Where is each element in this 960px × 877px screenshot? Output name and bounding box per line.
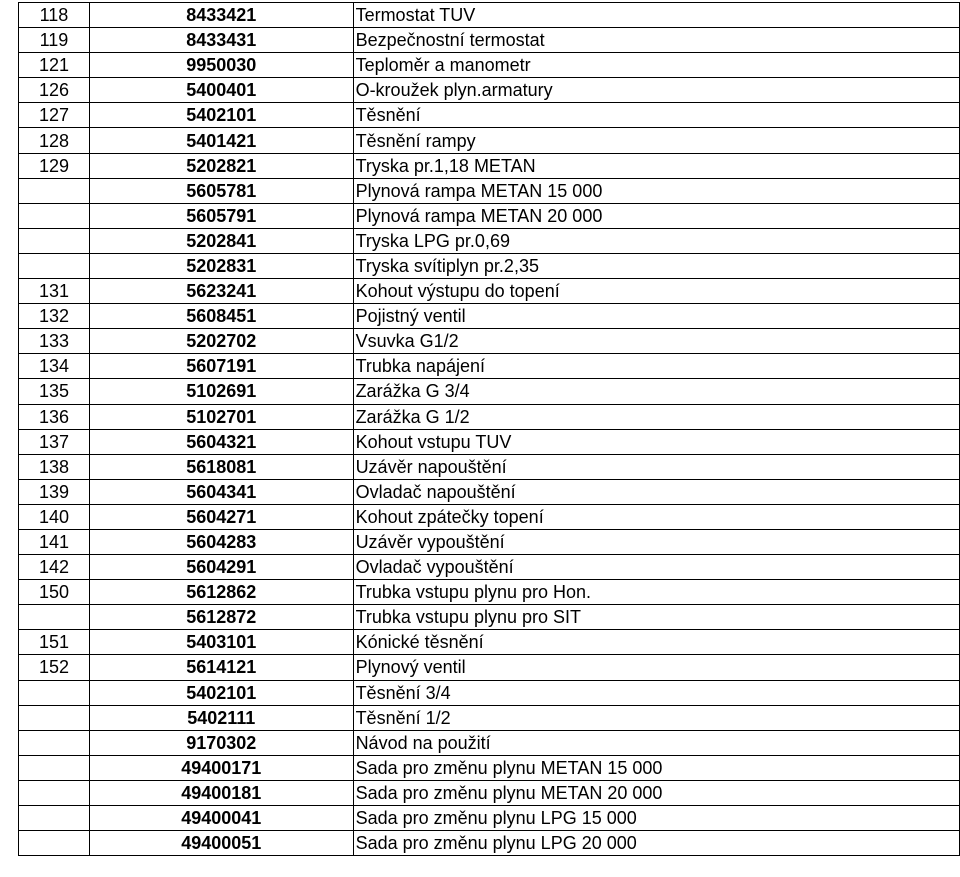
table-row bbox=[19, 555, 960, 580]
position-cell: 131 bbox=[19, 279, 90, 304]
table-row bbox=[19, 454, 960, 479]
part-name-cell: Tryska pr.1,18 METAN bbox=[353, 153, 959, 178]
table-row bbox=[19, 379, 960, 404]
part-name-cell: Sada pro změnu plynu METAN 15 000 bbox=[353, 755, 959, 780]
part-number-cell: 5623241 bbox=[89, 279, 353, 304]
part-name-cell: Plynová rampa METAN 15 000 bbox=[353, 178, 959, 203]
table-row bbox=[19, 203, 960, 228]
table-row bbox=[19, 580, 960, 605]
part-number-cell: 5607191 bbox=[89, 354, 353, 379]
position-cell: 134 bbox=[19, 354, 90, 379]
table-row bbox=[19, 730, 960, 755]
position-cell: 138 bbox=[19, 454, 90, 479]
position-cell: 126 bbox=[19, 78, 90, 103]
position-cell: 133 bbox=[19, 329, 90, 354]
part-number-cell: 5400401 bbox=[89, 78, 353, 103]
table-row bbox=[19, 655, 960, 680]
part-name-cell: Kohout výstupu do topení bbox=[353, 279, 959, 304]
table-row bbox=[19, 479, 960, 504]
part-number-cell: 5402111 bbox=[89, 705, 353, 730]
part-name-cell: Uzávěr napouštění bbox=[353, 454, 959, 479]
part-number-cell: 5604341 bbox=[89, 479, 353, 504]
position-cell: 150 bbox=[19, 580, 90, 605]
part-number-cell: 5604271 bbox=[89, 504, 353, 529]
position-cell: 128 bbox=[19, 128, 90, 153]
part-number-cell: 5612872 bbox=[89, 605, 353, 630]
position-cell bbox=[19, 705, 90, 730]
part-number-cell: 5608451 bbox=[89, 304, 353, 329]
position-cell bbox=[19, 253, 90, 278]
part-number-cell: 5202841 bbox=[89, 228, 353, 253]
position-cell bbox=[19, 831, 90, 856]
table-row bbox=[19, 128, 960, 153]
table-row bbox=[19, 304, 960, 329]
position-cell bbox=[19, 755, 90, 780]
part-name-cell: Teploměr a manometr bbox=[353, 53, 959, 78]
part-name-cell: Kohout vstupu TUV bbox=[353, 429, 959, 454]
position-cell bbox=[19, 680, 90, 705]
part-number-cell: 5605781 bbox=[89, 178, 353, 203]
part-name-cell: Kohout zpátečky topení bbox=[353, 504, 959, 529]
position-cell: 129 bbox=[19, 153, 90, 178]
part-number-cell: 5605791 bbox=[89, 203, 353, 228]
part-name-cell: O-kroužek plyn.armatury bbox=[353, 78, 959, 103]
table-row bbox=[19, 279, 960, 304]
position-cell: 139 bbox=[19, 479, 90, 504]
position-cell: 127 bbox=[19, 103, 90, 128]
part-number-cell: 5202702 bbox=[89, 329, 353, 354]
table-row bbox=[19, 605, 960, 630]
parts-table bbox=[18, 2, 960, 856]
position-cell bbox=[19, 780, 90, 805]
position-cell bbox=[19, 178, 90, 203]
part-number-cell: 5612862 bbox=[89, 580, 353, 605]
part-number-cell: 5403101 bbox=[89, 630, 353, 655]
table-row bbox=[19, 78, 960, 103]
position-cell: 119 bbox=[19, 28, 90, 53]
table-row bbox=[19, 354, 960, 379]
part-name-cell: Těsnění bbox=[353, 103, 959, 128]
part-name-cell: Tryska svítiplyn pr.2,35 bbox=[353, 253, 959, 278]
part-number-cell: 5202831 bbox=[89, 253, 353, 278]
position-cell: 141 bbox=[19, 529, 90, 554]
part-name-cell: Trubka vstupu plynu pro SIT bbox=[353, 605, 959, 630]
position-cell: 118 bbox=[19, 3, 90, 28]
part-name-cell: Těsnění rampy bbox=[353, 128, 959, 153]
part-name-cell: Zarážka G 3/4 bbox=[353, 379, 959, 404]
table-row bbox=[19, 806, 960, 831]
part-name-cell: Plynová rampa METAN 20 000 bbox=[353, 203, 959, 228]
part-number-cell: 49400041 bbox=[89, 806, 353, 831]
table-row bbox=[19, 630, 960, 655]
part-name-cell: Bezpečnostní termostat bbox=[353, 28, 959, 53]
part-name-cell: Zarážka G 1/2 bbox=[353, 404, 959, 429]
part-number-cell: 5202821 bbox=[89, 153, 353, 178]
table-row bbox=[19, 780, 960, 805]
position-cell: 135 bbox=[19, 379, 90, 404]
position-cell bbox=[19, 228, 90, 253]
part-name-cell: Sada pro změnu plynu LPG 20 000 bbox=[353, 831, 959, 856]
table-row bbox=[19, 28, 960, 53]
table-row bbox=[19, 429, 960, 454]
table-row bbox=[19, 178, 960, 203]
part-number-cell: 5402101 bbox=[89, 103, 353, 128]
position-cell: 140 bbox=[19, 504, 90, 529]
part-number-cell: 5102691 bbox=[89, 379, 353, 404]
position-cell: 152 bbox=[19, 655, 90, 680]
table-row bbox=[19, 3, 960, 28]
table-row bbox=[19, 831, 960, 856]
part-name-cell: Uzávěr vypouštění bbox=[353, 529, 959, 554]
part-number-cell: 5102701 bbox=[89, 404, 353, 429]
part-name-cell: Ovladač vypouštění bbox=[353, 555, 959, 580]
part-name-cell: Těsnění 3/4 bbox=[353, 680, 959, 705]
table-row bbox=[19, 404, 960, 429]
parts-table-body bbox=[19, 3, 960, 856]
part-name-cell: Těsnění 1/2 bbox=[353, 705, 959, 730]
part-number-cell: 5402101 bbox=[89, 680, 353, 705]
part-number-cell: 8433421 bbox=[89, 3, 353, 28]
position-cell bbox=[19, 605, 90, 630]
part-number-cell: 5604321 bbox=[89, 429, 353, 454]
part-name-cell: Kónické těsnění bbox=[353, 630, 959, 655]
part-number-cell: 49400051 bbox=[89, 831, 353, 856]
part-name-cell: Sada pro změnu plynu LPG 15 000 bbox=[353, 806, 959, 831]
table-row bbox=[19, 103, 960, 128]
position-cell bbox=[19, 730, 90, 755]
position-cell: 142 bbox=[19, 555, 90, 580]
position-cell bbox=[19, 806, 90, 831]
part-number-cell: 5618081 bbox=[89, 454, 353, 479]
table-row bbox=[19, 504, 960, 529]
part-number-cell: 49400181 bbox=[89, 780, 353, 805]
position-cell: 121 bbox=[19, 53, 90, 78]
table-row bbox=[19, 253, 960, 278]
part-number-cell: 9950030 bbox=[89, 53, 353, 78]
table-row bbox=[19, 228, 960, 253]
table-row bbox=[19, 529, 960, 554]
part-name-cell: Termostat TUV bbox=[353, 3, 959, 28]
part-number-cell: 49400171 bbox=[89, 755, 353, 780]
table-row bbox=[19, 705, 960, 730]
position-cell bbox=[19, 203, 90, 228]
table-row bbox=[19, 53, 960, 78]
table-row bbox=[19, 680, 960, 705]
part-number-cell: 8433431 bbox=[89, 28, 353, 53]
part-name-cell: Pojistný ventil bbox=[353, 304, 959, 329]
table-row bbox=[19, 755, 960, 780]
part-number-cell: 5401421 bbox=[89, 128, 353, 153]
part-name-cell: Ovladač napouštění bbox=[353, 479, 959, 504]
part-name-cell: Sada pro změnu plynu METAN 20 000 bbox=[353, 780, 959, 805]
table-row bbox=[19, 153, 960, 178]
part-name-cell: Návod na použití bbox=[353, 730, 959, 755]
part-name-cell: Tryska LPG pr.0,69 bbox=[353, 228, 959, 253]
table-row bbox=[19, 329, 960, 354]
part-name-cell: Plynový ventil bbox=[353, 655, 959, 680]
part-number-cell: 9170302 bbox=[89, 730, 353, 755]
part-name-cell: Trubka napájení bbox=[353, 354, 959, 379]
part-number-cell: 5614121 bbox=[89, 655, 353, 680]
part-name-cell: Trubka vstupu plynu pro Hon. bbox=[353, 580, 959, 605]
part-name-cell: Vsuvka G1/2 bbox=[353, 329, 959, 354]
position-cell: 137 bbox=[19, 429, 90, 454]
position-cell: 151 bbox=[19, 630, 90, 655]
position-cell: 136 bbox=[19, 404, 90, 429]
part-number-cell: 5604283 bbox=[89, 529, 353, 554]
part-number-cell: 5604291 bbox=[89, 555, 353, 580]
position-cell: 132 bbox=[19, 304, 90, 329]
